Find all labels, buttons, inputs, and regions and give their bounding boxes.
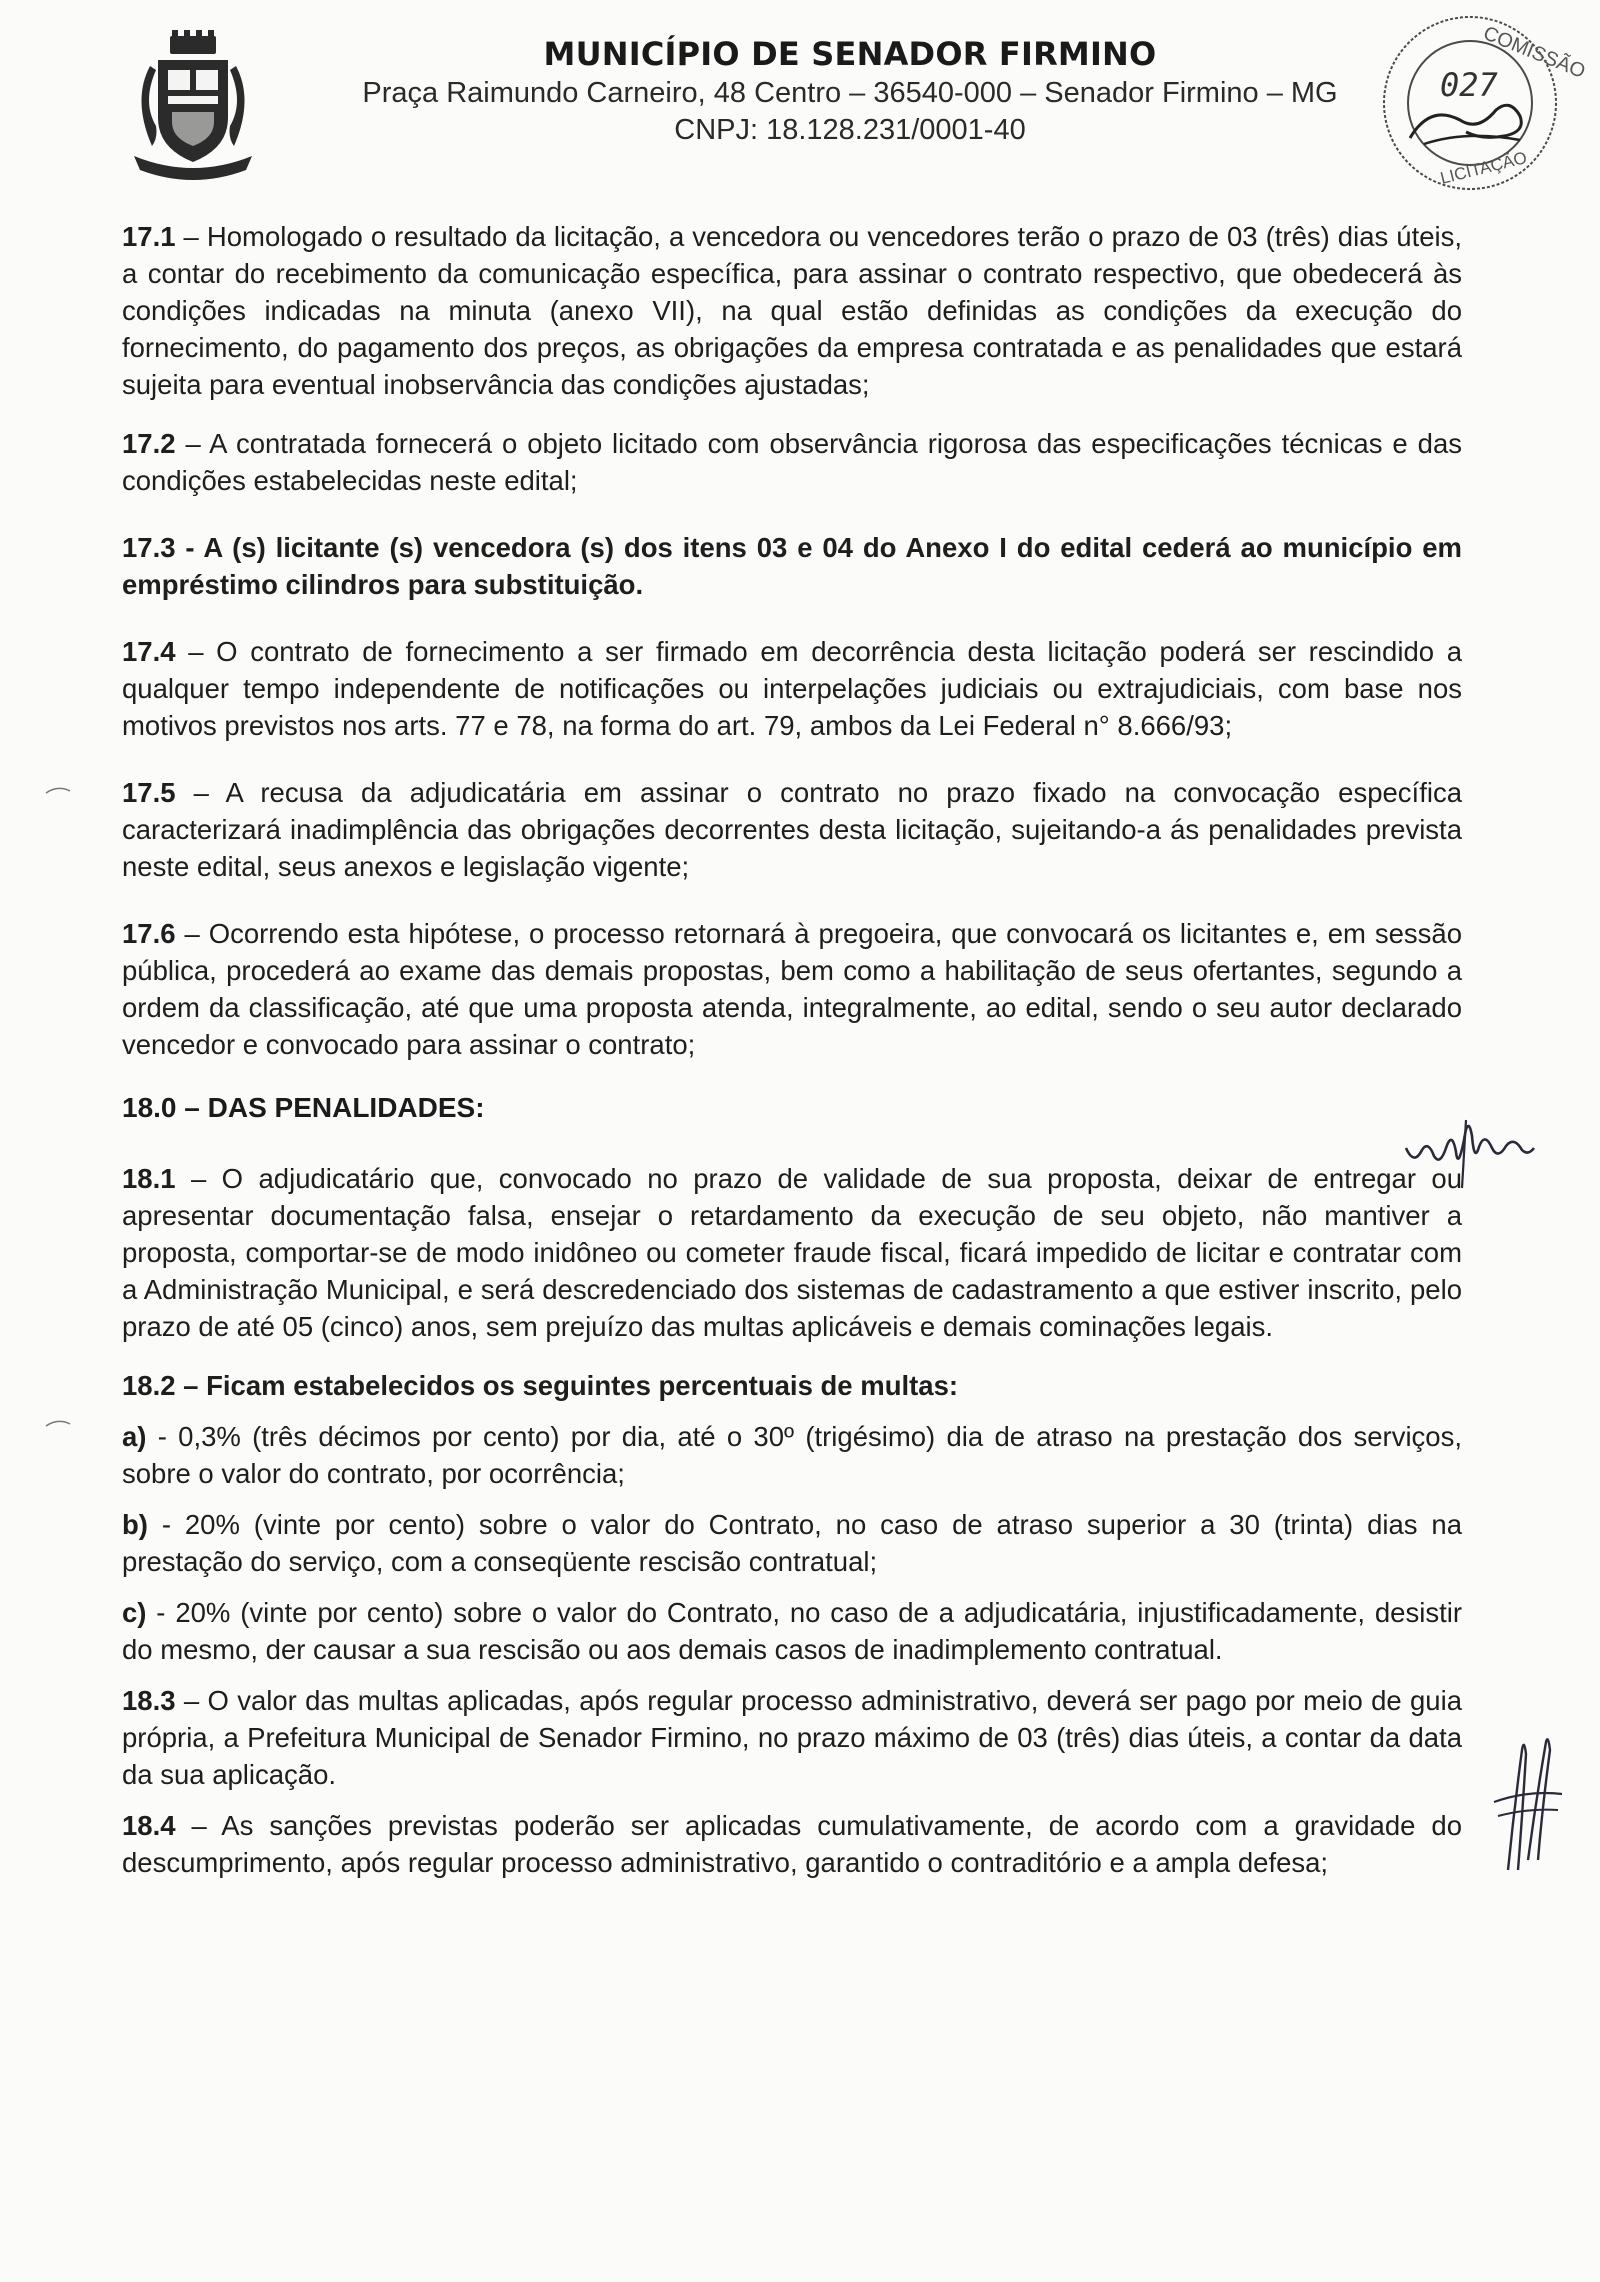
handwritten-rubric-1 [1400,1100,1540,1190]
clause-18-1: 18.1 – O adjudicatário que, convocado no prazo de validade de sua proposta, deixar de entregar ou apresentar documentação falsa, ensejar o retardamento da execução de seu objeto, não mantiver a proposta, comportar-se de modo inidôneo ou cometer fraude fiscal, ficará impedido de licitar e contratar com a Administração Municipal, e será descredenciado dos sistemas de cadastramento a que estiver inscrito, pelo prazo de até 05 (cinco) anos, sem prejuízo das multas aplicáveis e demais cominações legais. [122,1163,1462,1342]
municipality-address: Praça Raimundo Carneiro, 48 Centro – 36540-000 – Senador Firmino – MG [362,77,1338,109]
clause-17-2: 17.2 – A contratada fornecerá o objeto licitado com observância rigorosa das especificações técnicas e das condições estabelecidas neste edital; [122,428,1462,496]
handwritten-rubric-2 [1488,1730,1568,1880]
clause-18-3: 18.3 – O valor das multas aplicadas, após regular processo administrativo, deverá ser pago por meio de guia própria, a Prefeitura Municipal de Senador Firmino, no prazo máximo de 03 (três) dias úteis, a contar da data da sua aplicação. [122,1685,1462,1790]
municipality-cnpj: CNPJ: 18.128.231/0001-40 [674,114,1026,146]
margin-mark-2 [44,1418,72,1428]
clause-18-2-c: c) - 20% (vinte por cento) sobre o valor do Contrato, no caso de a adjudicatária, injustificadamente, desistir do mesmo, der causar a sua rescisão ou aos demais casos de inadimplemento contratual. [122,1597,1462,1665]
margin-mark-1 [44,785,72,795]
stamp-ring-bottom: LICITAÇÃO [1438,148,1529,188]
clause-18-4: 18.4 – As sanções previstas poderão ser aplicadas cumulativamente, de acordo com a gravidade do descumprimento, após regular processo administrativo, garantido o contraditório e a ampla defesa; [122,1810,1462,1878]
clause-17-3: 17.3 - A (s) licitante (s) vencedora (s) dos itens 03 e 04 do Anexo I do edital cederá ao município em empréstimo cilindros para substituição. [122,532,1462,600]
stamp-page-number: 027 [1440,66,1498,104]
municipal-crest-icon [128,30,258,180]
clause-17-6: 17.6 – Ocorrendo esta hipótese, o processo retornará à pregoeira, que convocará os licitantes e, em sessão pública, procederá ao exame das demais propostas, bem como a habilitação de seus ofertantes, segundo a ordem da classificação, até que uma proposta atenda, integralmente, ao edital, sendo o seu autor declarado vencedor e convocado para assinar o contrato; [122,918,1462,1060]
section-heading-penalidades: 18.0 – DAS PENALIDADES: [122,1092,485,1123]
document-body [122,218,1462,1895]
municipality-title: MUNICÍPIO DE SENADOR FIRMINO [543,35,1157,73]
stamp-ring-top: COMISSÃO [1480,22,1589,84]
clause-18-2-b: b) - 20% (vinte por cento) sobre o valor do Contrato, no caso de atraso superior a 30 (trinta) dias na prestação do serviço, com a conseqüente rescisão contratual; [122,1509,1462,1577]
letterhead [340,34,1360,148]
commission-stamp [1370,8,1589,198]
clause-18-2: 18.2 – Ficam estabelecidos os seguintes percentuais de multas: [122,1370,959,1401]
clause-18-2-a: a) - 0,3% (três décimos por cento) por dia, até o 30º (trigésimo) dia de atraso na prestação dos serviços, sobre o valor do contrato, por ocorrência; [122,1421,1462,1489]
clause-17-5: 17.5 – A recusa da adjudicatária em assinar o contrato no prazo fixado na convocação específica caracterizará inadimplência das obrigações decorrentes desta licitação, sujeitando-a ás penalidades prevista neste edital, seus anexos e legislação vigente; [122,777,1462,882]
clause-17-1: 17.1 – Homologado o resultado da licitação, a vencedora ou vencedores terão o prazo de 03 (três) dias úteis, a contar do recebimento da comunicação específica, para assinar o contrato respectivo, que obedecerá às condições indicadas na minuta (anexo VII), na qual estão definidas as condições da execução do fornecimento, do pagamento dos preços, as obrigações da empresa contratada e as penalidades que estará sujeita para eventual inobservância das condições ajustadas; [122,221,1462,400]
clause-17-4: 17.4 – O contrato de fornecimento a ser firmado em decorrência desta licitação poderá ser rescindido a qualquer tempo independente de notificações ou interpelações judiciais ou extrajudiciais, com base nos motivos previstos nos arts. 77 e 78, na forma do art. 79, ambos da Lei Federal n° 8.666/93; [122,636,1462,741]
